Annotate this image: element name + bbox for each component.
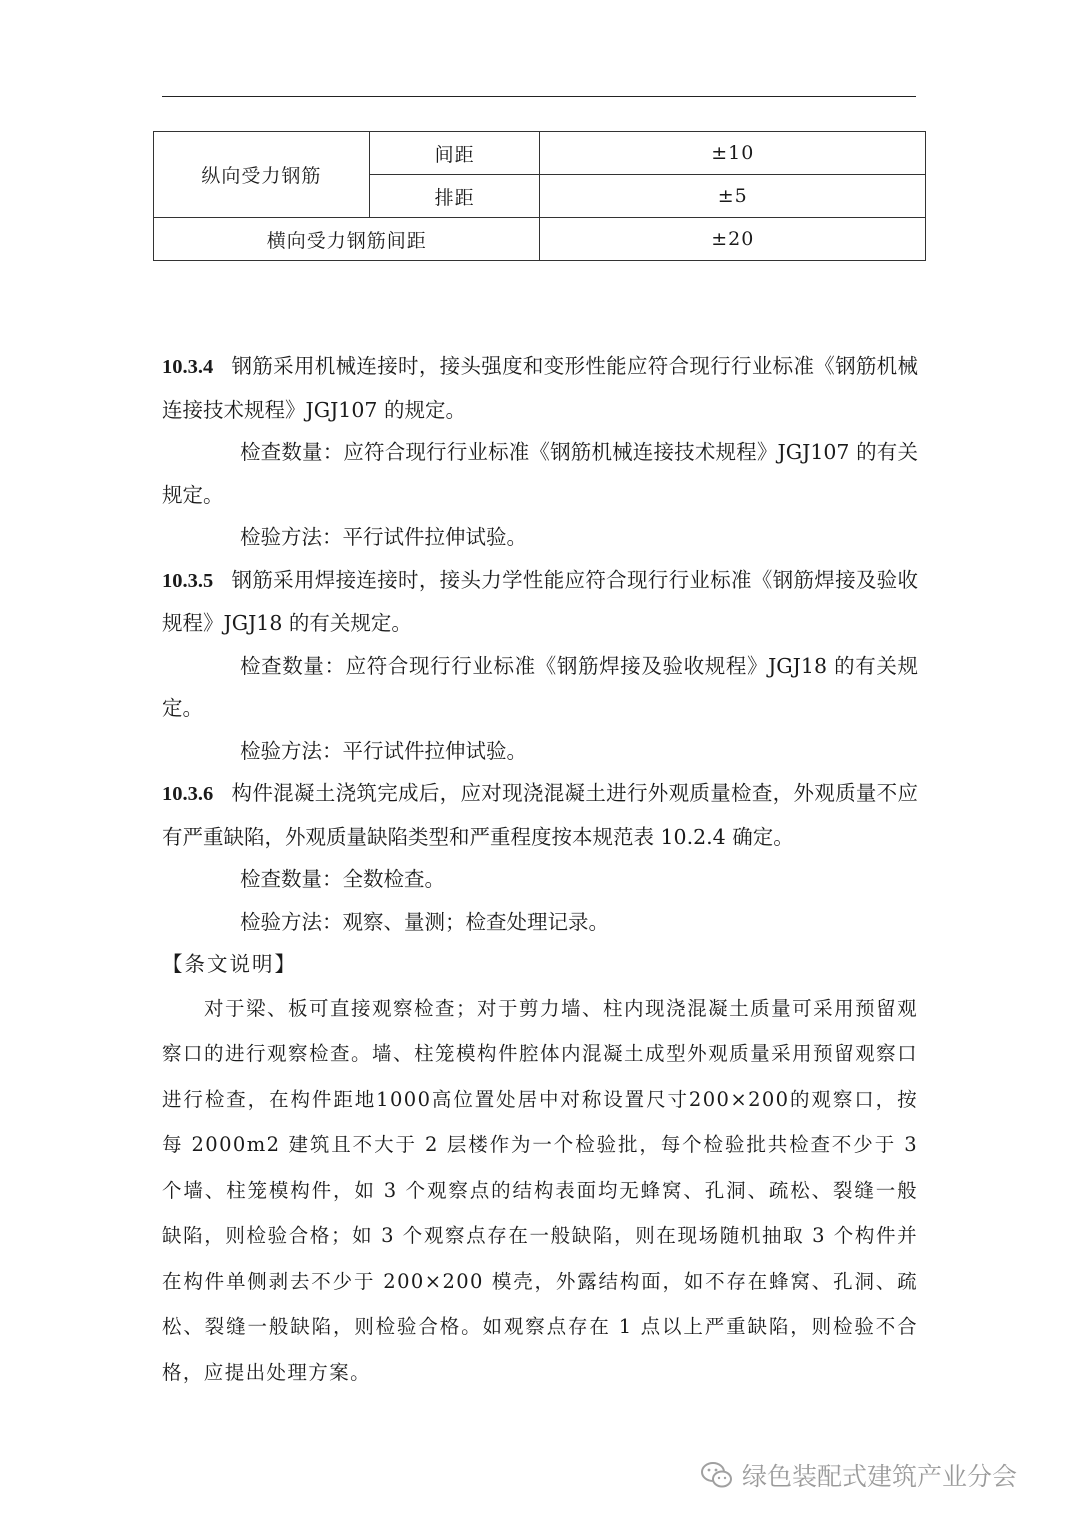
clause-number: 10.3.4 (162, 356, 214, 378)
table-cell-value: ±20 (540, 218, 926, 261)
table-cell-item: 横向受力钢筋间距 (154, 218, 540, 261)
watermark-text: 绿色装配式建筑产业分会 (742, 1462, 1018, 1491)
clause-10-3-4 (162, 345, 918, 559)
table-cell-item: 间距 (369, 132, 540, 175)
tolerance-table (153, 131, 926, 261)
explanation-body: 对于梁、板可直接观察检查；对于剪力墙、柱内现浇混凝土质量可采用预留观察口的进行观察检查。墙、柱笼模构件腔体内混凝土成型外观质量采用预留观察口进行检查，在构件距地1000高位置处居中对称设置尺寸200×200的观察口，按每 2000m2 建筑且不大于 2 层楼作为一个检验批，每个检验批共检查不少于 3 个墙、柱笼模构件，如 3 个观察点的结构表面均无蜂窝、孔洞、疏松、裂缝一般缺陷，则检验合格；如 3 个观察点存在一般缺陷，则在现场随机抽取 3 个构件并在构件单侧剥去不少于 200×200 模壳，外露结构面，如不存在蜂窝、孔洞、疏松、裂缝一般缺陷，则检验合格。如观察点存在 1 点以上严重缺陷，则检验不合格，应提出处理方案。 (162, 996, 918, 1384)
clause-number: 10.3.5 (162, 569, 214, 592)
clause-text: 10.3.4 钢筋采用机械连接时，接头强度和变形性能应符合现行行业标准《钢筋机械连接技术规程》JGJ107 的规定。 (162, 354, 918, 422)
table-cell-value: ±10 (540, 132, 926, 175)
clause-10-3-5 (162, 559, 918, 773)
check-method: 检验方法：平行试件拉伸试验。 (240, 738, 527, 763)
clause-text: 10.3.5 钢筋采用焊接连接时，接头力学性能应符合现行行业标准《钢筋焊接及验收规程》JGJ18 的有关规定。 (162, 567, 918, 635)
check-quantity: 检查数量：全数检查。 (240, 867, 445, 891)
check-quantity: 检查数量：应符合现行行业标准《钢筋焊接及验收规程》JGJ18 的有关规定。 (162, 653, 918, 720)
clause-text: 10.3.6 构件混凝土浇筑完成后，应对现浇混凝土进行外观质量检查，外观质量不应有严重缺陷，外观质量缺陷类型和严重程度按本规范表 10.2.4 确定。 (162, 781, 918, 849)
check-method: 检验方法：观察、量测；检查处理记录。 (240, 909, 609, 934)
wechat-icon (700, 1460, 734, 1490)
table-row (154, 218, 926, 261)
header-rule (162, 96, 916, 97)
table-cell-item: 排距 (369, 175, 540, 218)
clause-number: 10.3.6 (162, 783, 214, 805)
table-cell-value: ±5 (540, 175, 926, 218)
clause-10-3-6 (162, 772, 918, 943)
document-body (162, 345, 918, 1395)
table-row (154, 132, 926, 175)
watermark (700, 1455, 1060, 1495)
check-method: 检验方法：平行试件拉伸试验。 (240, 525, 527, 549)
explanation-title: 【条文说明】 (162, 952, 297, 976)
check-quantity: 检查数量：应符合现行行业标准《钢筋机械连接技术规程》JGJ107 的有关规定。 (162, 440, 918, 507)
table-cell-group: 纵向受力钢筋 (154, 132, 370, 218)
